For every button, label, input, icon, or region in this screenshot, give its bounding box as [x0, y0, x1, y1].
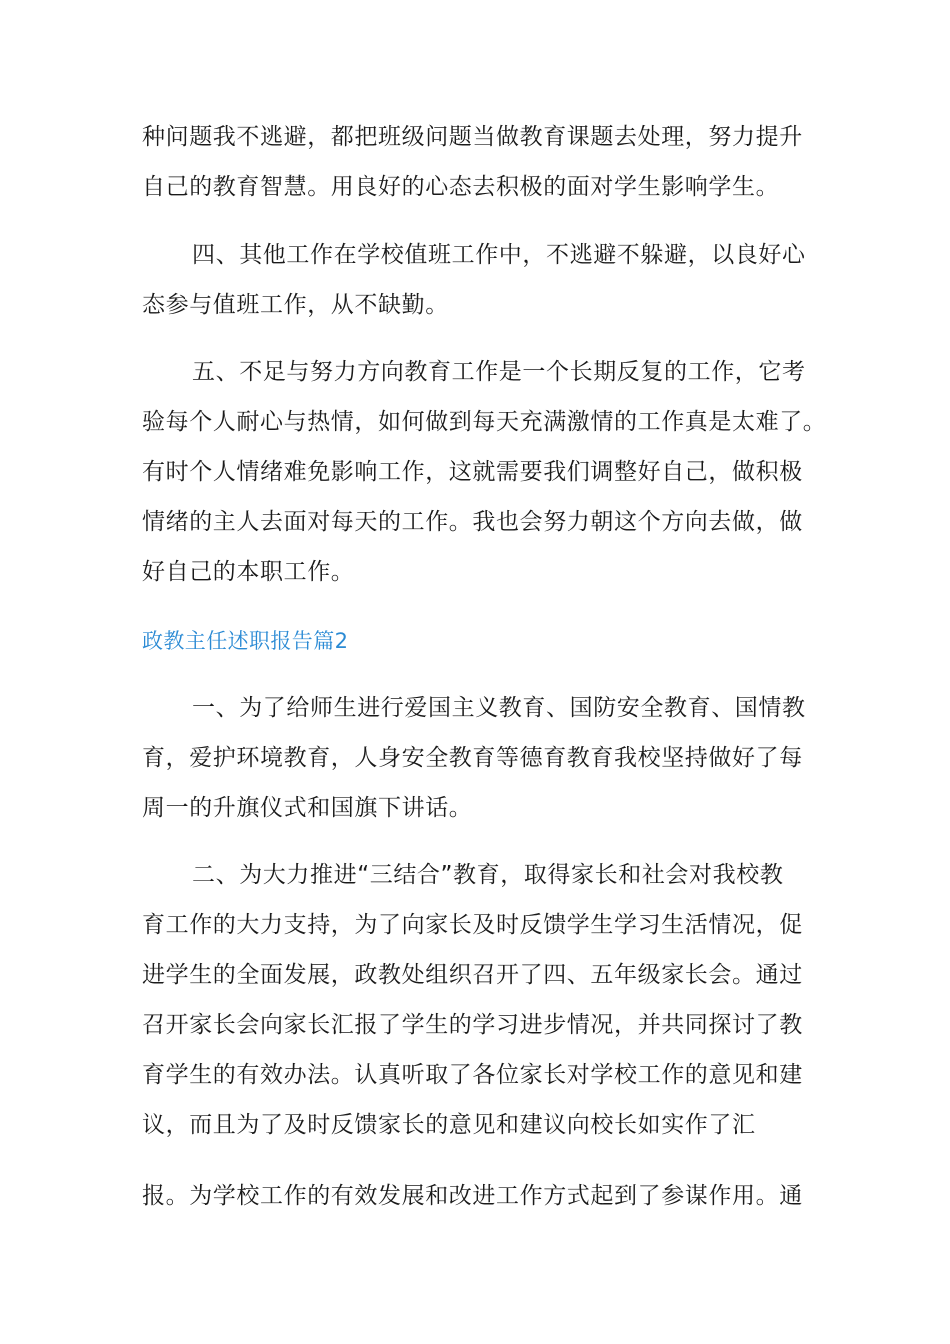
paragraph-line: 育，爱护环境教育，人身安全教育等德育教育我校坚持做好了每	[142, 745, 803, 771]
paragraph-line: 一、为了给师生进行爱国主义教育、国防安全教育、国情教	[192, 695, 806, 721]
paragraph-line: 周一的升旗仪式和国旗下讲话。	[142, 795, 473, 821]
section-heading: 政教主任述职报告篇2	[142, 629, 349, 653]
paragraph-line: 五、不足与努力方向教育工作是一个长期反复的工作，它考	[192, 359, 806, 385]
paragraph-line: 报。为学校工作的有效发展和改进工作方式起到了参谋作用。通	[142, 1183, 803, 1209]
paragraph-line: 二、为大力推进“三结合”教育，取得家长和社会对我校教	[192, 862, 784, 888]
paragraph-line: 四、其他工作在学校值班工作中，不逃避不躲避，以良好心	[192, 242, 806, 268]
paragraph-line: 召开家长会向家长汇报了学生的学习进步情况，并共同探讨了教	[142, 1012, 803, 1038]
paragraph-line: 议，而且为了及时反馈家长的意见和建议向校长如实作了汇	[142, 1112, 756, 1138]
paragraph-line: 情绪的主人去面对每天的工作。我也会努力朝这个方向去做，做	[142, 509, 803, 535]
paragraph-line: 好自己的本职工作。	[142, 559, 355, 585]
paragraph-line: 育工作的大力支持，为了向家长及时反馈学生学习生活情况，促	[142, 912, 803, 938]
paragraph-line: 育学生的有效办法。认真听取了各位家长对学校工作的意见和建	[142, 1062, 803, 1088]
paragraph-line: 验每个人耐心与热情，如何做到每天充满激情的工作真是太难了。	[142, 409, 827, 435]
paragraph-line: 自己的教育智慧。用良好的心态去积极的面对学生影响学生。	[142, 174, 780, 200]
paragraph-line: 种问题我不逃避，都把班级问题当做教育课题去处理，努力提升	[142, 124, 803, 150]
paragraph-line: 态参与值班工作，从不缺勤。	[142, 292, 449, 318]
paragraph-line: 进学生的全面发展，政教处组织召开了四、五年级家长会。通过	[142, 962, 803, 988]
paragraph-line: 有时个人情绪难免影响工作，这就需要我们调整好自己，做积极	[142, 459, 803, 485]
